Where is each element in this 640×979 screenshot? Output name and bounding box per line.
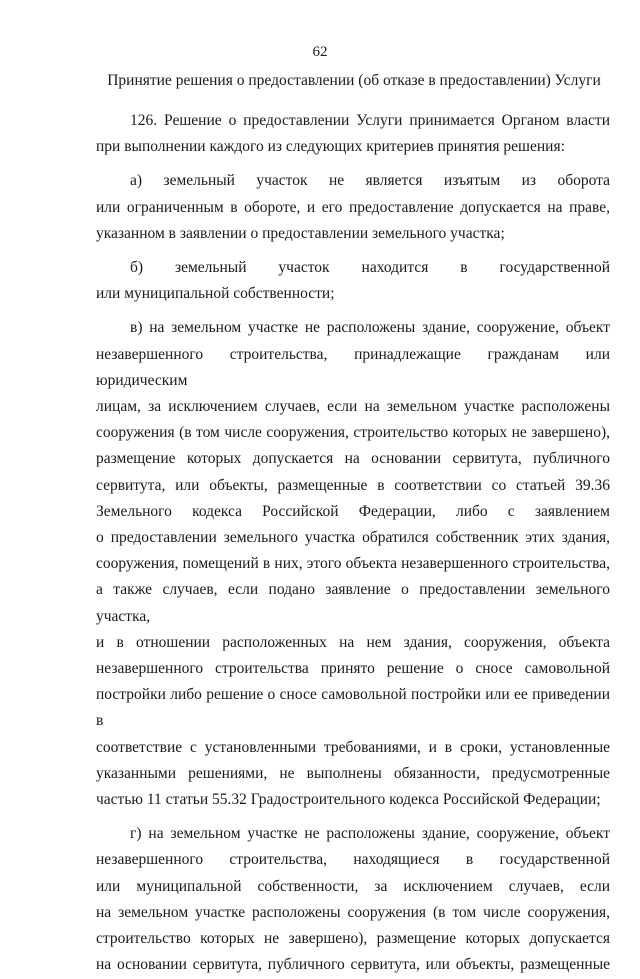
page-number: 62	[312, 44, 328, 60]
text-line: указанном в заявлении о предоставлении земельного участка;	[96, 224, 505, 242]
text-line: а) земельный участок не является изъятым из оборота	[130, 172, 610, 190]
text-line: о предоставлении земельного участка обратился собственник этих здания,	[96, 529, 610, 547]
text-line: лицам, за исключением случаев, если на земельном участке расположены	[96, 398, 610, 416]
paragraph-gap	[96, 247, 610, 255]
text-line: незавершенного строительства, принадлежащие гражданам или юридическим	[96, 345, 610, 389]
paragraph	[96, 108, 610, 160]
paragraph-gap	[96, 160, 610, 168]
text-line: в) на земельном участке не расположены здание, сооружение, объект	[130, 319, 610, 337]
text-line: незавершенного строительства, находящиеся в государственной	[96, 851, 610, 869]
text-line: а также случаев, если подано заявление о предоставлении земельного участка,	[96, 581, 610, 625]
text-line: или ограниченным в обороте, и его предоставление допускается на праве,	[96, 198, 610, 216]
paragraph	[96, 315, 610, 813]
paragraph	[96, 168, 610, 247]
text-line: размещение которых допускается на основании сервитута, публичного	[96, 450, 610, 468]
text-line: соответствие с установленными требованиями, и в сроки, установленные	[96, 738, 610, 756]
text-line: незавершенного строительства принято решение о сносе самовольной	[96, 660, 610, 678]
document-body	[96, 108, 610, 979]
text-line: сооружения (в том числе сооружения, строительство которых не завершено),	[96, 424, 610, 442]
text-line: сооружения, помещений в них, этого объекта незавершенного строительства,	[96, 555, 610, 573]
text-line: постройки либо решение о сносе самовольной постройки или ее приведении в	[96, 686, 610, 730]
text-line: сервитута, или объекты, размещенные в соответствии со статьей 39.36	[96, 476, 610, 494]
section-heading: Принятие решения о предоставлении (об отказе в предоставлении) Услуги	[107, 72, 601, 89]
text-line: б) земельный участок находится в государственной	[130, 259, 610, 277]
paragraph	[96, 821, 610, 978]
text-line: строительство которых не завершено), размещение которых допускается	[96, 930, 610, 948]
text-line: Земельного кодекса Российской Федерации, либо с заявлением	[96, 502, 610, 520]
text-line: г) на земельном участке не расположены здание, сооружение, объект	[130, 825, 610, 843]
text-line: на основании сервитута, публичного сервитута, или объекты, размещенные	[96, 956, 610, 974]
paragraph	[96, 255, 610, 307]
paragraph-gap	[96, 307, 610, 315]
text-line: на земельном участке расположены сооружения (в том числе сооружения,	[96, 903, 610, 921]
text-line: частью 11 статьи 55.32 Градостроительного кодекса Российской Федерации;	[96, 791, 601, 809]
text-line: указанными решениями, не выполнены обязанности, предусмотренные	[96, 764, 610, 782]
text-line: при выполнении каждого из следующих критериев принятия решения:	[96, 138, 565, 156]
paragraph-gap	[96, 813, 610, 821]
text-line: и в отношении расположенных на нем здания, сооружения, объекта	[96, 633, 610, 651]
text-line: 126. Решение о предоставлении Услуги принимается Органом власти	[130, 112, 610, 129]
text-line: или муниципальной собственности, за исключением случаев, если	[96, 877, 610, 895]
text-line: или муниципальной собственности;	[96, 285, 335, 303]
